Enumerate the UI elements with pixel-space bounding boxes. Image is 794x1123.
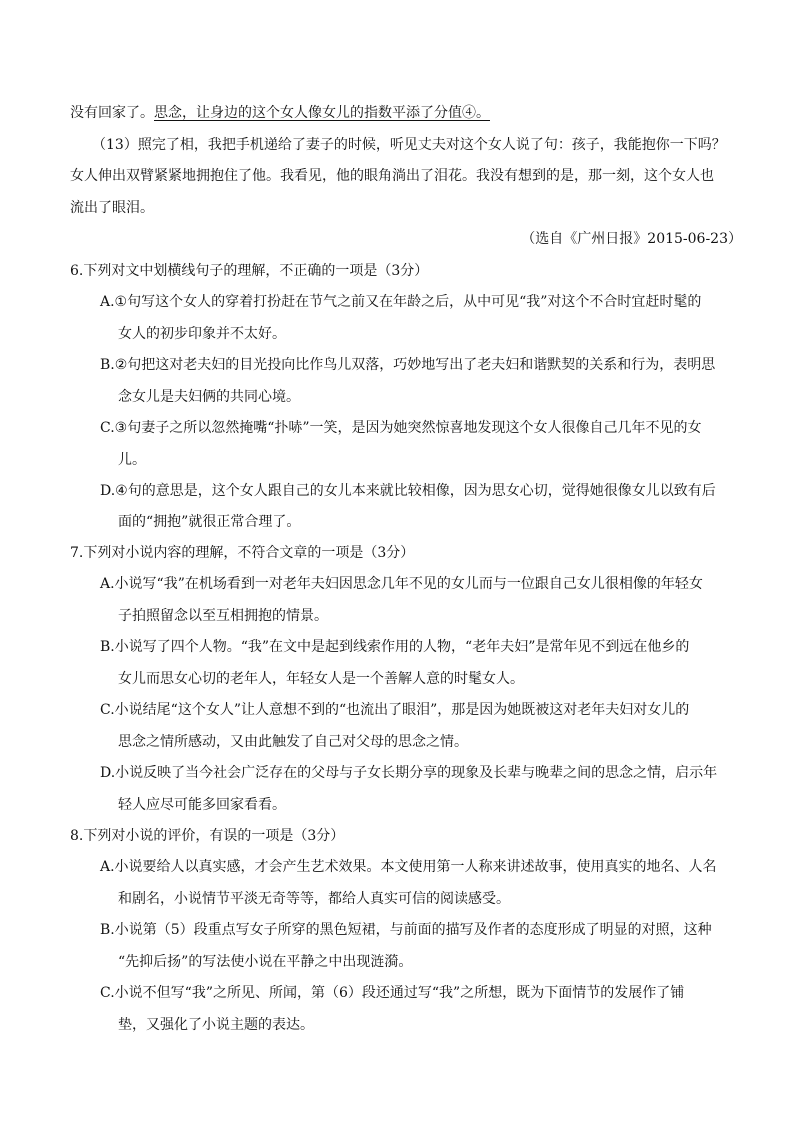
source-citation: （选自《广州日报》2015-06-23）: [521, 231, 742, 247]
q8-option-b-line-2: “先抑后扬”的写法使小说在平静之中出现涟漪。: [118, 954, 413, 970]
q6-option-a-line-2: 女人的初步印象并不太好。: [118, 326, 286, 342]
q7-option-d-line-2: 轻人应尽可能多回家看看。: [118, 797, 286, 813]
q7-option-d-line-1: D.小说反映了当今社会广泛存在的父母与子女长期分享的现象及长辈与晚辈之间的思念之情，启示年: [100, 765, 718, 781]
q8-option-a-line-2: 和剧名，小说情节平淡无奇等等，都给人真实可信的阅读感受。: [118, 891, 510, 907]
q6-option-c-line-2: 儿。: [118, 452, 146, 468]
question-8-stem: 8.下列对小说的评价，有误的一项是（3分）: [70, 828, 345, 844]
question-7-stem: 7.下列对小说内容的理解，不符合文章的一项是（3分）: [70, 545, 415, 561]
question-6-stem: 6.下列对文中划横线句子的理解，不正确的一项是（3分）: [70, 263, 429, 279]
paragraph-13-line-3: 流出了眼泪。: [70, 200, 154, 216]
q6-option-c-line-1: C.③句妻子之所以忽然掩嘴“扑哧”一笑，是因为她突然惊喜地发现这个女人很像自己几年不见的女: [100, 420, 702, 436]
q7-option-a-line-1: A.小说写“我”在机场看到一对老年夫妇因思念几年不见的女儿而与一位跟自己女儿很相像的年轻女: [100, 576, 703, 592]
q6-option-b-line-2: 念女儿是夫妇俩的共同心境。: [118, 389, 300, 405]
q7-option-a-line-2: 子拍照留念以至互相拥抱的情景。: [118, 608, 328, 624]
q7-option-b-line-2: 女儿而思女心切的老年人，年轻女人是一个善解人意的时髦女人。: [118, 671, 524, 687]
paragraph-13-line-1: （13）照完了相，我把手机递给了妻子的时候，听见丈夫对这个女人说了句：孩子，我能抱你一下吗？: [92, 137, 726, 153]
q6-option-d-line-1: D.④句的意思是，这个女人跟自己的女儿本来就比较相像，因为思女心切，觉得她很像女儿以致有后: [100, 483, 716, 499]
q8-option-b-line-1: B.小说第（5）段重点写女子所穿的黑色短裙，与前面的描写及作者的态度形成了明显的对照，这种: [100, 922, 712, 938]
q6-option-a-line-1: A.①句写这个女人的穿着打扮赶在节气之前又在年龄之后，从中可见“我”对这个不合时宜赶时髦的: [100, 294, 702, 310]
underlined-sentence-4: 思念，让身边的这个女人像女儿的指数平添了分值④。: [154, 105, 490, 121]
q7-option-b-line-1: B.小说写了四个人物。“我”在文中是起到线索作用的人物，“老年夫妇”是常年见不到远在他乡的: [100, 639, 690, 655]
q8-option-a-line-1: A.小说要给人以真实感，才会产生艺术效果。本文使用第一人称来讲述故事，使用真实的地名、人名: [100, 859, 717, 875]
q7-option-c-line-1: C.小说结尾“这个女人”让人意想不到的“也流出了眼泪”，那是因为她既被这对老年夫妇对女儿的: [100, 702, 690, 718]
q6-option-b-line-1: B.②句把这对老夫妇的目光投向比作鸟儿双落，巧妙地写出了老夫妇和谐默契的关系和行为，表明思: [100, 357, 716, 373]
passage-line-1-text: 没有回家了。: [70, 105, 154, 121]
paragraph-13-line-2: 女人伸出双臂紧紧地拥抱住了他。我看见，他的眼角淌出了泪花。我没有想到的是，那一刻，这个女人也: [70, 168, 714, 184]
q8-option-c-line-1: C.小说不但写“我”之所见、所闻，第（6）段还通过写“我”之所想，既为下面情节的发展作了铺: [100, 985, 685, 1001]
passage-line-1: [70, 103, 490, 123]
q6-option-d-line-2: 面的“拥抱”就很正常合理了。: [118, 514, 301, 530]
q8-option-c-line-2: 垫，又强化了小说主题的表达。: [118, 1017, 314, 1033]
q7-option-c-line-2: 思念之情所感动，又由此触发了自己对父母的思念之情。: [118, 734, 468, 750]
